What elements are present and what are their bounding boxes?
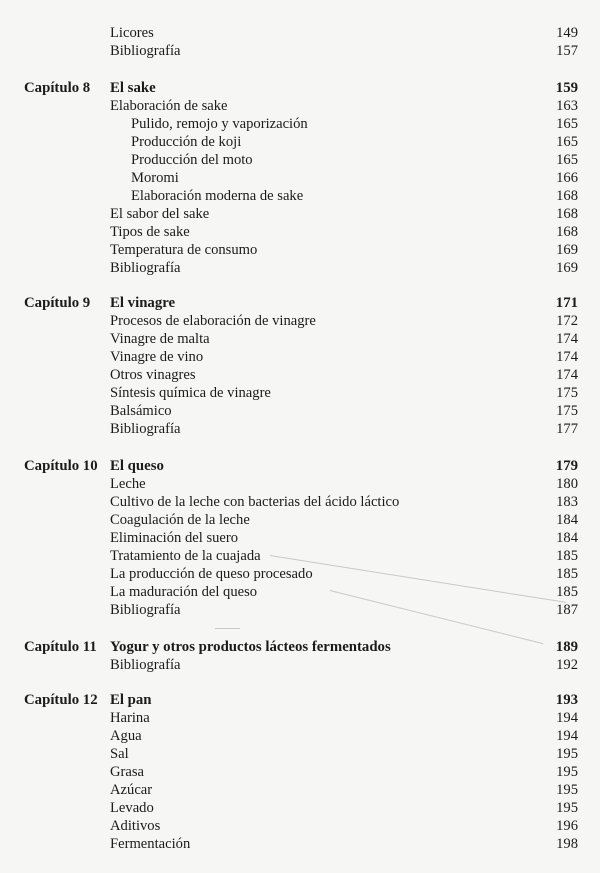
page-number: 183 bbox=[556, 494, 578, 510]
toc-entry bbox=[0, 727, 600, 745]
entry-title: Pulido, remojo y vaporización bbox=[131, 116, 308, 132]
page-number: 195 bbox=[556, 782, 578, 798]
toc-entry bbox=[0, 366, 600, 384]
entry-title: Síntesis química de vinagre bbox=[110, 385, 271, 401]
page-number: 169 bbox=[556, 242, 578, 258]
page-number: 177 bbox=[556, 421, 578, 437]
chapter-label: Capítulo 10 bbox=[24, 458, 98, 474]
page-number: 194 bbox=[556, 728, 578, 744]
toc-subentry bbox=[0, 187, 600, 205]
entry-title: Fermentación bbox=[110, 836, 191, 852]
entry-title: Otros vinagres bbox=[110, 367, 196, 383]
entry-title: Bibliografía bbox=[110, 260, 181, 276]
chapter-heading bbox=[0, 638, 600, 656]
entry-title: Bibliografía bbox=[110, 421, 181, 437]
toc-subentry bbox=[0, 169, 600, 187]
toc-subentry bbox=[0, 115, 600, 133]
page-number: 187 bbox=[556, 602, 578, 618]
page-number: 195 bbox=[556, 746, 578, 762]
chapter-title: El queso bbox=[110, 458, 164, 474]
toc-entry bbox=[0, 205, 600, 223]
toc-subentry bbox=[0, 151, 600, 169]
chapter-label: Capítulo 9 bbox=[24, 295, 91, 311]
toc-entry bbox=[0, 241, 600, 259]
entry-title: Eliminación del suero bbox=[110, 530, 239, 546]
chapter-title: El pan bbox=[110, 692, 152, 708]
page-number: 192 bbox=[556, 657, 578, 673]
entry-title: Vinagre de vino bbox=[110, 349, 204, 365]
entry-title: Bibliografía bbox=[110, 43, 181, 59]
page-number: 169 bbox=[556, 260, 578, 276]
toc-entry bbox=[0, 817, 600, 835]
toc-entry bbox=[0, 547, 600, 565]
toc-entry bbox=[0, 656, 600, 674]
toc-entry bbox=[0, 709, 600, 727]
page-number: 165 bbox=[556, 134, 578, 150]
entry-title: Bibliografía bbox=[110, 602, 181, 618]
entry-title: La maduración del queso bbox=[110, 584, 258, 600]
entry-title: Bibliografía bbox=[110, 657, 181, 673]
page-number: 174 bbox=[556, 331, 578, 347]
entry-title: Elaboración moderna de sake bbox=[131, 188, 304, 204]
entry-title: Tratamiento de la cuajada bbox=[110, 548, 261, 564]
toc-entry bbox=[0, 402, 600, 420]
entry-title: Balsámico bbox=[110, 403, 172, 419]
chapter-heading bbox=[0, 294, 600, 312]
toc-entry bbox=[0, 348, 600, 366]
chapter-title: El sake bbox=[110, 80, 156, 96]
page-number: 163 bbox=[556, 98, 578, 114]
page-number: 166 bbox=[556, 170, 578, 186]
chapter-title: Yogur y otros productos lácteos fermentados bbox=[110, 639, 391, 655]
entry-title: Coagulación de la leche bbox=[110, 512, 250, 528]
chapter-heading bbox=[0, 79, 600, 97]
page-number: 184 bbox=[556, 512, 578, 528]
page-number: 174 bbox=[556, 349, 578, 365]
page-number: 175 bbox=[556, 403, 578, 419]
toc-entry bbox=[0, 259, 600, 277]
entry-title: Temperatura de consumo bbox=[110, 242, 258, 258]
page-number: 185 bbox=[556, 584, 578, 600]
page-number: 179 bbox=[555, 458, 578, 474]
chapter-title: El vinagre bbox=[110, 295, 176, 311]
toc-entry bbox=[0, 565, 600, 583]
entry-title: Producción del moto bbox=[131, 152, 253, 168]
entry-title: Tipos de sake bbox=[110, 224, 190, 240]
page-number: 189 bbox=[555, 639, 578, 655]
entry-title: Agua bbox=[110, 728, 142, 744]
entry-title: Sal bbox=[110, 746, 129, 762]
entry-title: Producción de koji bbox=[131, 134, 242, 150]
page-number: 165 bbox=[556, 116, 578, 132]
page-number: 175 bbox=[556, 385, 578, 401]
toc-entry bbox=[0, 493, 600, 511]
toc-entry bbox=[0, 583, 600, 601]
toc-entry bbox=[0, 511, 600, 529]
toc-entry bbox=[0, 835, 600, 853]
entry-title: Moromi bbox=[131, 170, 179, 186]
page-number: 196 bbox=[556, 818, 578, 834]
entry-title: La producción de queso procesado bbox=[110, 566, 313, 582]
toc-entry bbox=[0, 330, 600, 348]
chapter-label: Capítulo 8 bbox=[24, 80, 91, 96]
toc-entry bbox=[0, 799, 600, 817]
chapter-heading bbox=[0, 457, 600, 475]
toc-entry bbox=[0, 223, 600, 241]
chapter-heading bbox=[0, 691, 600, 709]
toc-entry bbox=[0, 763, 600, 781]
toc-entry bbox=[0, 97, 600, 115]
page-number: 171 bbox=[555, 295, 578, 311]
toc-subentry bbox=[0, 133, 600, 151]
page-number: 184 bbox=[556, 530, 578, 546]
chapter-label: Capítulo 11 bbox=[24, 639, 97, 655]
page-number: 149 bbox=[556, 25, 578, 41]
page-number: 165 bbox=[556, 152, 578, 168]
page-number: 185 bbox=[556, 566, 578, 582]
toc-entry bbox=[0, 601, 600, 619]
toc-entry bbox=[0, 781, 600, 799]
page-number: 168 bbox=[556, 188, 578, 204]
page-number: 180 bbox=[556, 476, 578, 492]
entry-title: Aditivos bbox=[110, 818, 161, 834]
page-number: 195 bbox=[556, 764, 578, 780]
page-number: 193 bbox=[555, 692, 578, 708]
scan-artifact bbox=[215, 628, 240, 629]
entry-title: Licores bbox=[110, 25, 154, 41]
page-number: 185 bbox=[556, 548, 578, 564]
toc-entry bbox=[0, 529, 600, 547]
page-number: 195 bbox=[556, 800, 578, 816]
toc-entry bbox=[0, 420, 600, 438]
entry-title: Procesos de elaboración de vinagre bbox=[110, 313, 316, 329]
chapter-label: Capítulo 12 bbox=[24, 692, 98, 708]
toc-entry bbox=[0, 745, 600, 763]
toc-entry bbox=[0, 475, 600, 493]
toc-entry bbox=[0, 24, 600, 42]
page-number: 157 bbox=[556, 43, 578, 59]
entry-title: Azúcar bbox=[110, 782, 153, 798]
toc-entry bbox=[0, 384, 600, 402]
entry-title: Elaboración de sake bbox=[110, 98, 228, 114]
entry-title: Harina bbox=[110, 710, 150, 726]
page-number: 194 bbox=[556, 710, 578, 726]
entry-title: Vinagre de malta bbox=[110, 331, 210, 347]
page-number: 172 bbox=[556, 313, 578, 329]
entry-title: Levado bbox=[110, 800, 154, 816]
entry-title: Grasa bbox=[110, 764, 145, 780]
page-number: 174 bbox=[556, 367, 578, 383]
entry-title: Cultivo de la leche con bacterias del ácido láctico bbox=[110, 494, 400, 510]
page-number: 168 bbox=[556, 224, 578, 240]
page-number: 168 bbox=[556, 206, 578, 222]
page-number: 159 bbox=[555, 80, 578, 96]
toc-entry bbox=[0, 42, 600, 60]
page-number: 198 bbox=[556, 836, 578, 852]
entry-title: El sabor del sake bbox=[110, 206, 210, 222]
entry-title: Leche bbox=[110, 476, 146, 492]
toc-entry bbox=[0, 312, 600, 330]
